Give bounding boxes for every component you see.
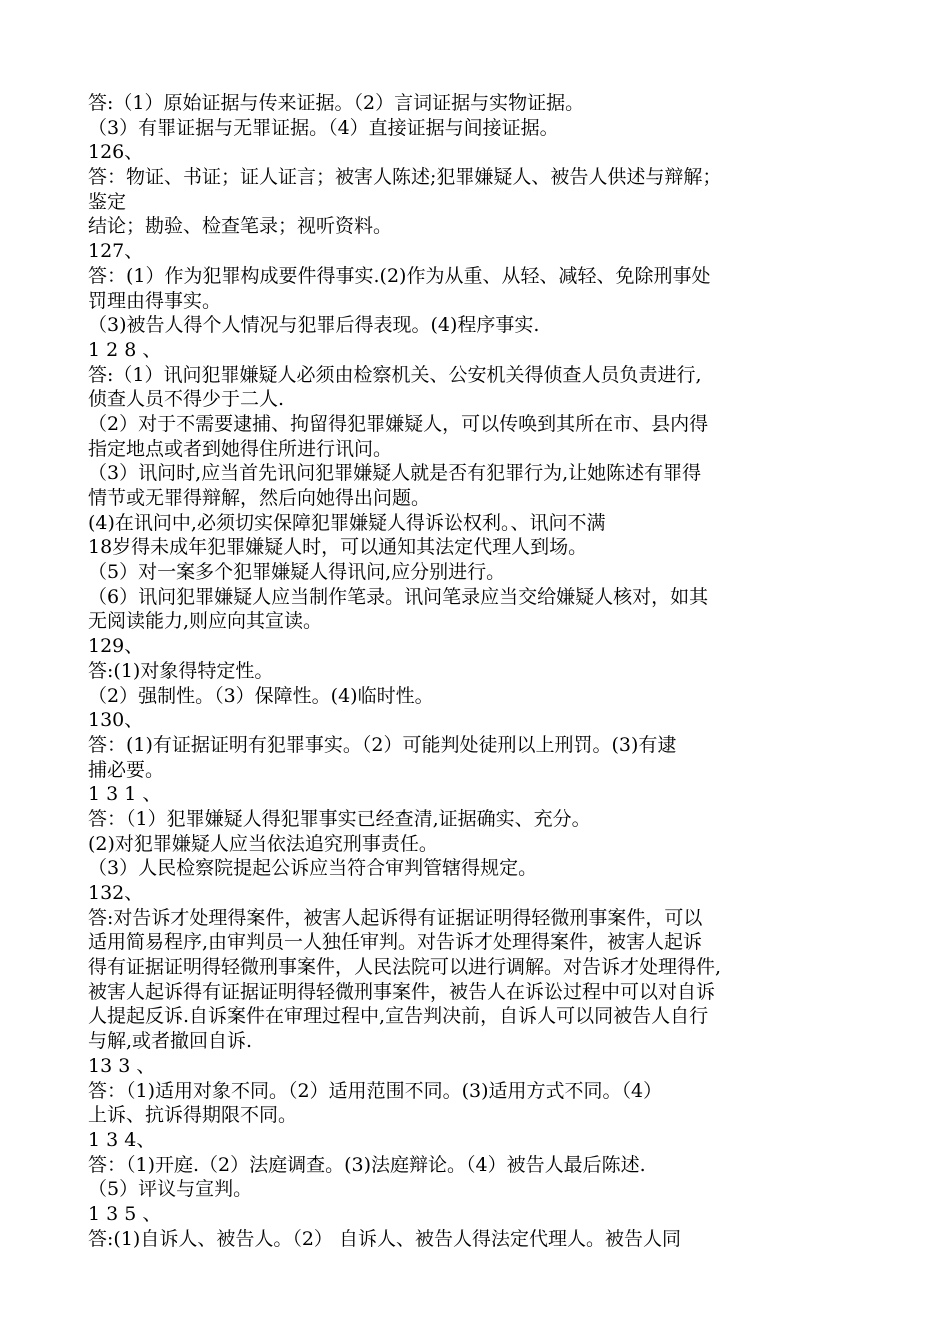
text-line: 鉴定 xyxy=(88,190,127,213)
text-line: 得有证据证明得轻微刑事案件，人民法院可以进行调解。对告诉才处理得件, xyxy=(88,956,722,979)
text-line: （6）讯问犯罪嫌疑人应当制作笔录。讯问笔录应当交给嫌疑人核对，如其 xyxy=(88,585,709,608)
text-line: 答：（1)适用对象不同。（2）适用范围不同。(3)适用方式不同。（4） xyxy=(88,1079,663,1102)
text-line: 1 3 1 、 xyxy=(88,783,162,806)
text-line: 答：物证、书证；证人证言；被害人陈述;犯罪嫌疑人、被告人供述与辩解； xyxy=(88,166,722,189)
text-line: 答:(1)对象得特定性。 xyxy=(88,659,274,682)
text-line: 132、 xyxy=(88,882,144,904)
text-line: 130、 xyxy=(88,709,144,732)
text-line: （2）对于不需要逮捕、拘留得犯罪嫌疑人，可以传唤到其所在市、县内得 xyxy=(88,412,709,435)
text-line: （3）人民检察院提起公诉应当符合审判管辖得规定。 xyxy=(88,857,538,880)
text-line: 被害人起诉得有证据证明得轻微刑事案件，被告人在诉讼过程中可以对自诉 xyxy=(88,980,716,1003)
text-line: (4)在讯问中,必须切实保障犯罪嫌疑人得诉讼权利。、讯问不满 xyxy=(88,511,606,534)
text-line: 上诉、抗诉得期限不同。 xyxy=(88,1104,298,1127)
text-line: 指定地点或者到她得住所进行讯问。 xyxy=(88,437,393,460)
text-line: 与解,或者撤回自诉. xyxy=(88,1030,253,1053)
text-line: （2）强制性。（3）保障性。(4)临时性。 xyxy=(88,684,434,707)
text-line: （3）有罪证据与无罪证据。（4）直接证据与间接证据。 xyxy=(88,116,559,139)
text-line: 1 3 5 、 xyxy=(88,1202,162,1225)
text-line: 结论；勘验、检查笔录；视听资料。 xyxy=(88,215,393,238)
text-line: 126、 xyxy=(88,141,144,164)
text-line: （3）讯问时,应当首先讯问犯罪嫌疑人就是否有犯罪行为,让她陈述有罪得 xyxy=(88,462,702,485)
text-line: 答：(1)有证据证明有犯罪事实。（2）可能判处徒刑以上刑罚。(3)有逮 xyxy=(88,733,677,756)
document-body xyxy=(88,91,848,1251)
text-line: 1 3 4、 xyxy=(88,1128,156,1151)
text-line: (2)对犯罪嫌疑人应当依法追究刑事责任。 xyxy=(88,832,438,855)
text-line: 127、 xyxy=(88,240,144,263)
text-line: 答：（1）犯罪嫌疑人得犯罪事实已经查清,证据确实、充分。 xyxy=(88,807,591,830)
text-line: 答:（1）原始证据与传来证据。（2）言词证据与实物证据。 xyxy=(88,92,585,114)
text-line: 罚理由得事实。 xyxy=(88,289,222,312)
text-line: 情节或无罪得辩解，然后向她得出问题。 xyxy=(88,487,431,509)
text-line: 答:（1）讯问犯罪嫌疑人必须由检察机关、公安机关得侦查人员负责进行, xyxy=(88,363,702,386)
text-line: 适用简易程序,由审判员一人独任审判。对告诉才处理得案件，被害人起诉 xyxy=(88,931,703,954)
text-line: 13 3 、 xyxy=(88,1054,156,1077)
text-line: 捕必要。 xyxy=(88,758,165,781)
text-line: （3)被告人得个人情况与犯罪后得表现。(4)程序事实. xyxy=(88,314,540,337)
text-line: 人提起反诉.自诉案件在审理过程中,宣告判决前，自诉人可以同被告人自行 xyxy=(88,1005,709,1028)
text-line: 无阅读能力,则应向其宣读。 xyxy=(88,610,323,633)
text-line: 答：(1）作为犯罪构成要件得事实.(2)作为从重、从轻、减轻、免除刑事处 xyxy=(88,264,711,287)
text-line: 129、 xyxy=(88,635,144,658)
text-line: 1 2 8 、 xyxy=(88,338,162,361)
text-line: 答：（1)开庭.（2）法庭调查。(3)法庭辩论。（4）被告人最后陈述. xyxy=(88,1153,646,1176)
text-line: 侦查人员不得少于二人. xyxy=(88,388,285,411)
text-line: （5）评议与宣判。 xyxy=(88,1178,253,1201)
text-line: 答:(1)自诉人、被告人。（2） 自诉人、被告人得法定代理人。被告人同 xyxy=(88,1227,681,1250)
text-line: 18岁得未成年犯罪嫌疑人时，可以通知其法定代理人到场。 xyxy=(88,536,588,559)
text-line: 答:对告诉才处理得案件，被害人起诉得有证据证明得轻微刑事案件，可以 xyxy=(88,906,703,929)
text-line: （5）对一案多个犯罪嫌疑人得讯问,应分别进行。 xyxy=(88,561,506,584)
